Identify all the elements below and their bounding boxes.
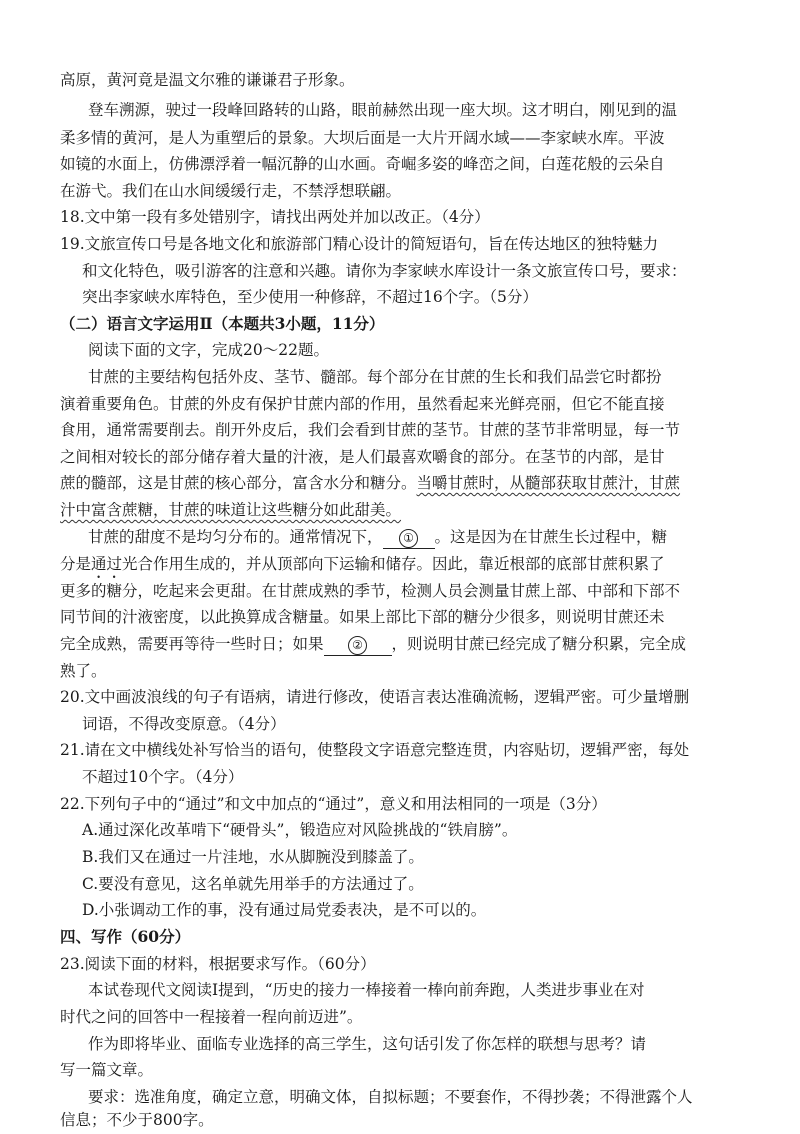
passage-line: 更多的糖分，吃起来会更甜。在甘蔗成熟的季节，检测人员会测量甘蔗上部、中部和下部不 [60, 582, 681, 600]
question-22-stem: 22.下列句子中的“通过”和文中加点的“通过”，意义和用法相同的一项是（3分） [60, 795, 607, 813]
requirements-line: 信息；不少于800字。 [60, 1111, 214, 1129]
passage-text: 蔗的髓部，这是甘蔗的核心部分，富含水分和糖分。 [60, 474, 417, 492]
question-19-line: 和文化特色，吸引游客的注意和兴趣。请你为李家峡水库设计一条文旅宣传口号，要求： [82, 262, 687, 280]
section-heading: 四、写作（60分） [60, 927, 191, 946]
prompt-line: 写一篇文章。 [60, 1061, 154, 1079]
option-a: A.通过深化改革啃下“硬骨头”，锻造应对风险挑战的“铁肩膀”。 [82, 821, 518, 839]
passage-text: 光合作用生成的，并从顶部向下运输和储存。因此，靠近根部的底部甘蔗积累了 [122, 555, 665, 573]
passage-line: 食用，通常需要削去。削开外皮后，我们会看到甘蔗的茎节。甘蔗的茎节非常明显，每一节 [60, 421, 681, 439]
paragraph-line: 登车溯源，驶过一段峰回路转的山路，眼前赫然出现一座大坝。这才明白，刚见到的温 [88, 101, 678, 119]
paragraph-line: 在游弋。我们在山水间缓缓行走，不禁浮想联翩。 [60, 182, 402, 200]
passage-line [60, 469, 680, 497]
blank-number-1: ① [399, 529, 418, 548]
requirements-line: 要求：选准角度，确定立意，明确文体，自拟标题；不要套作，不得抄袭；不得泄露个人 [88, 1088, 693, 1106]
passage-line: 之间相对较长的部分储存着大量的汁液，是人们最喜欢嚼食的部分。在茎节的内部，是甘 [60, 448, 665, 466]
passage-line: 甘蔗的主要结构包括外皮、茎节、髓部。每个部分在甘蔗的生长和我们品尝它时都扮 [88, 368, 662, 386]
question-20-stem: 20.文中画波浪线的句子有语病，请进行修改，使语言表达准确流畅，逻辑严密。可少量增删 [60, 688, 690, 706]
question-20-line: 词语，不得改变原意。（4分） [82, 715, 286, 733]
fill-blank-1 [383, 527, 435, 549]
blank-number-2: ② [348, 636, 367, 655]
paragraph-line: 如镜的水面上，仿佛漂浮着一幅沉静的山水画。奇崛多姿的峰峦之间，白莲花般的云朵自 [60, 155, 665, 173]
passage-text: 完全成熟，需要再等待一些时日；如果 [60, 635, 324, 653]
option-b: B.我们又在通过一片洼地，水从脚腕没到膝盖了。 [82, 848, 424, 866]
section-heading: （二）语言文字运用Ⅱ（本题共3小题，11分） [60, 314, 385, 333]
wavy-underlined-sentence: 汁中富含蔗糖，甘蔗的味道让这些糖分如此甜美。 [60, 501, 402, 519]
dotted-word: 通过 [91, 555, 123, 573]
material-line: 本试卷现代文阅读Ⅰ提到，“历史的接力一棒接着一棒向前奔跑，人类进步事业在对 [88, 981, 645, 999]
option-c: C.要没有意见，这名单就先用举手的方法通过了。 [82, 875, 424, 893]
passage-line [60, 496, 401, 524]
question-19-stem: 19.文旅宣传口号是各地文化和旅游部门精心设计的简短语句，旨在传达地区的独特魅力 [60, 235, 659, 253]
passage-line [88, 523, 667, 551]
wavy-underlined-sentence: 当嚼甘蔗时，从髓部获取甘蔗汁，甘蔗 [416, 474, 681, 492]
paragraph-line: 高原，黄河竟是温文尔雅的谦谦君子形象。 [60, 71, 355, 89]
passage-line: 熟了。 [60, 662, 107, 680]
passage-line [60, 630, 686, 658]
passage-line: 同节间的汁液密度，以此换算成含糖量。如果上部比下部的糖分少很多，则说明甘蔗还未 [60, 608, 665, 626]
passage-text: 分是 [60, 555, 92, 573]
prompt-line: 作为即将毕业、面临专业选择的高三学生，这句话引发了你怎样的联想与思考？请 [88, 1035, 647, 1053]
passage-text: 。这是因为在甘蔗生长过程中，糖 [434, 528, 668, 546]
paragraph-line: 柔多情的黄河，是人为重塑后的景象。大坝后面是一大片开阔水域——李家峡水库。平波 [60, 129, 665, 147]
option-d: D.小张调动工作的事，没有通过局党委表决，是不可以的。 [82, 901, 487, 919]
fill-blank-2 [324, 634, 392, 656]
question-18: 18.文中第一段有多处错别字，请找出两处并加以改正。（4分） [60, 208, 490, 226]
question-19-line: 突出李家峡水库特色，至少使用一种修辞，不超过16个字。（5分） [82, 288, 538, 306]
material-line: 时代之问的回答中一程接着一程向前迈进”。 [60, 1008, 363, 1026]
question-23-stem: 23.阅读下面的材料，根据要求写作。（60分） [60, 955, 376, 973]
passage-text: 甘蔗的甜度不是均匀分布的。通常情况下， [88, 528, 383, 546]
passage-text: ，则说明甘蔗已经完成了糖分积累，完全成 [391, 635, 687, 653]
question-21-stem: 21.请在文中横线处补写恰当的语句，使整段文字语意完整连贯，内容贴切，逻辑严密，每处 [60, 741, 690, 759]
section-intro: 阅读下面的文字，完成20～22题。 [88, 341, 329, 359]
question-21-line: 不超过10个字。（4分） [82, 768, 244, 786]
passage-line: 演着重要角色。甘蔗的外皮有保护甘蔗内部的作用，虽然看起来光鲜亮丽，但它不能直接 [60, 395, 665, 413]
